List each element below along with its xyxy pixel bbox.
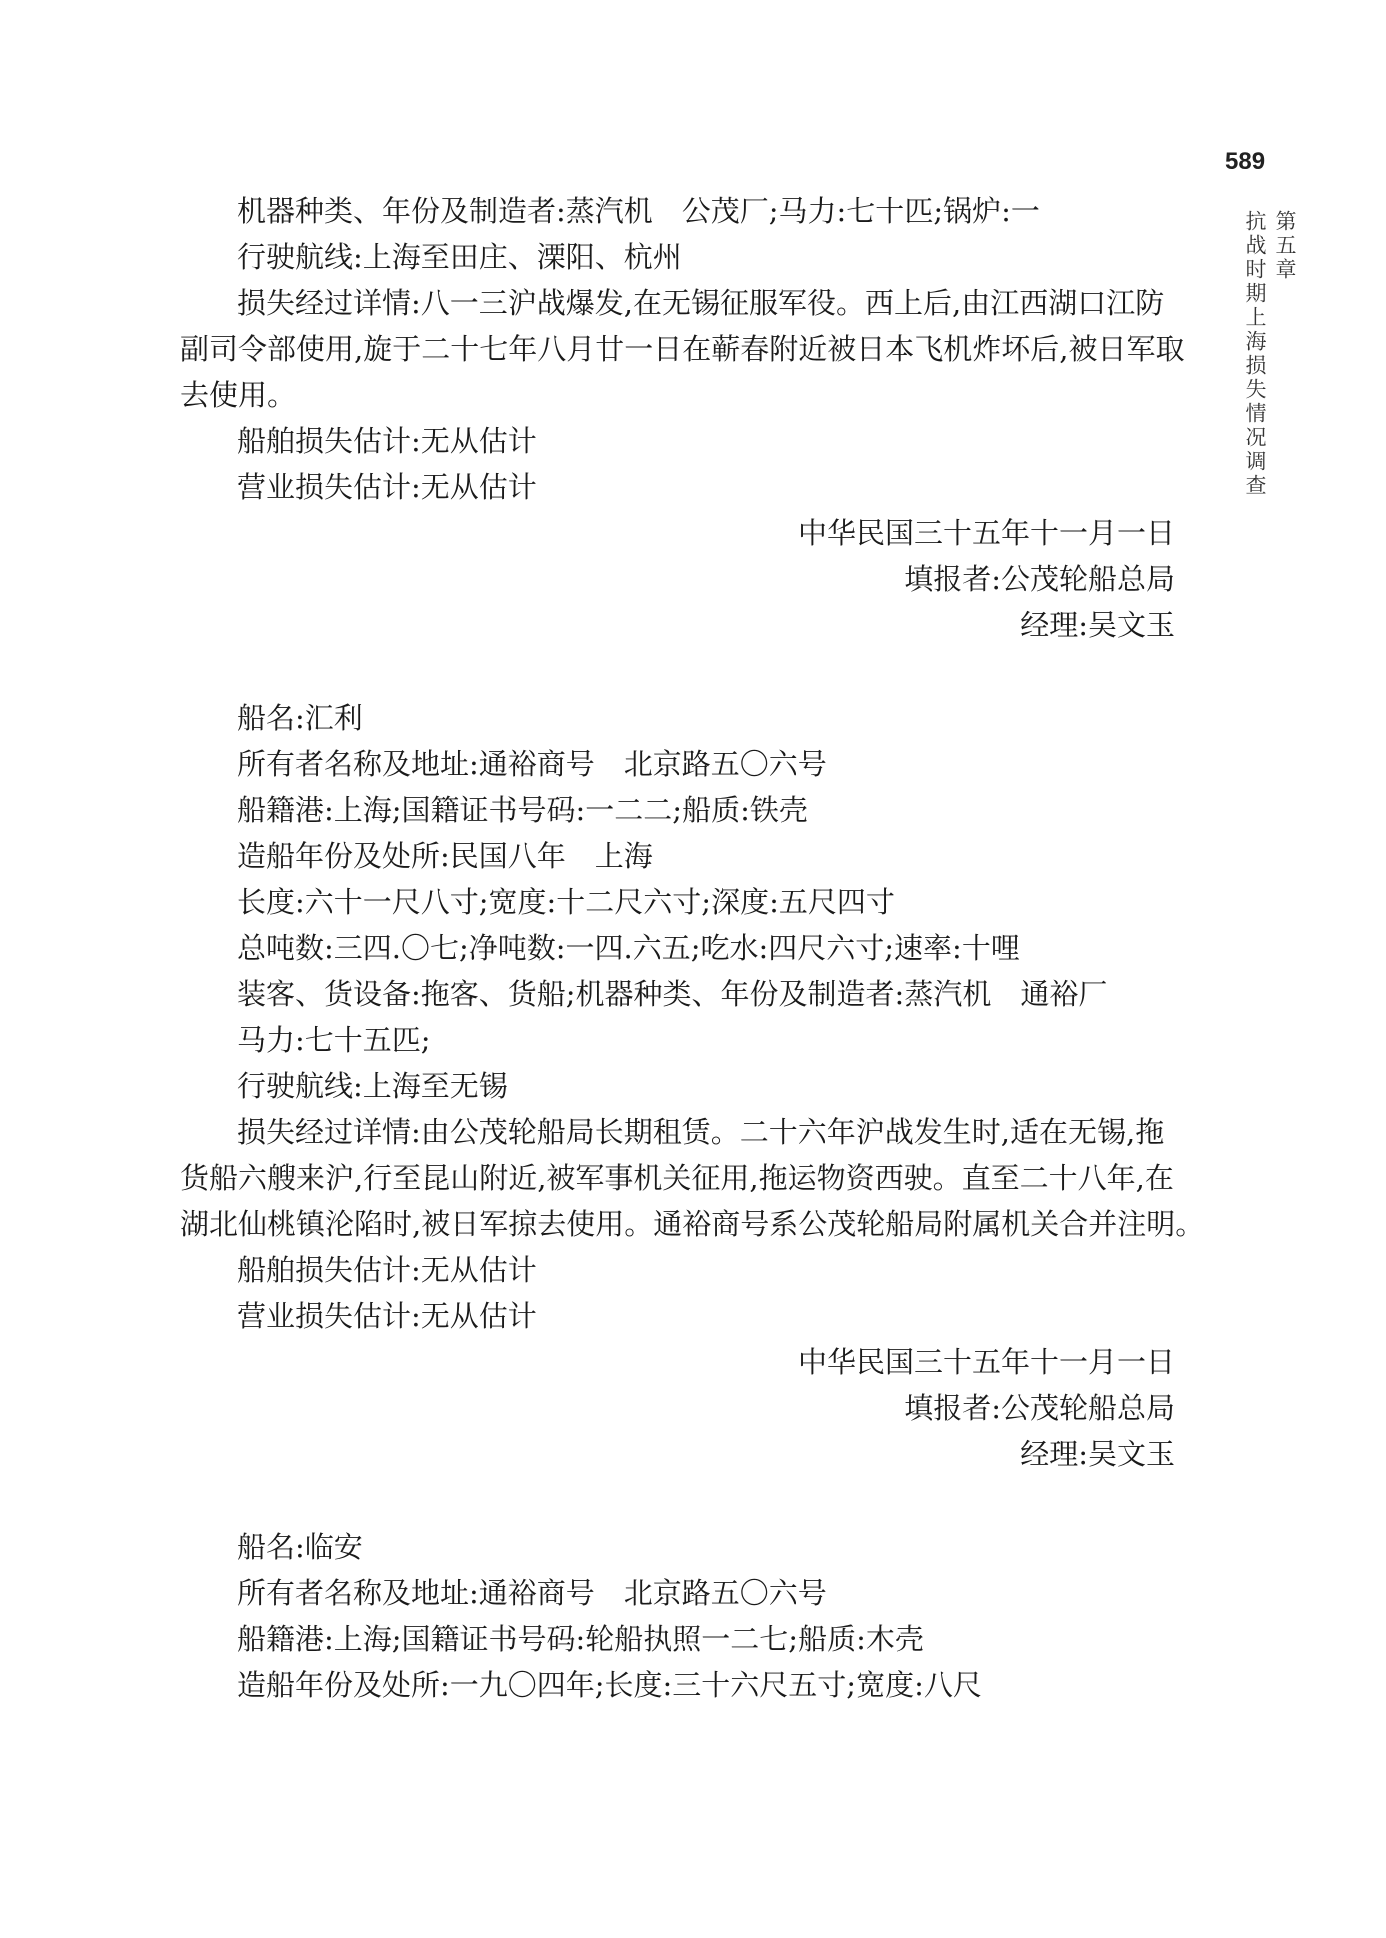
- built-line: 造船年份及处所:民国八年 上海: [237, 839, 653, 873]
- chapter-label: 第五章: [1273, 210, 1297, 282]
- loss-detail-line: 货船六艘来沪,行至昆山附近,被军事机关征用,拖运物资西驶。直至二十八年,在: [180, 1161, 1174, 1195]
- manager-line: 经理:吴文玉: [1020, 1437, 1175, 1471]
- ship-loss-line: 船舶损失估计:无从估计: [237, 1253, 537, 1287]
- business-loss-line: 营业损失估计:无从估计: [237, 1299, 537, 1333]
- tonnage-line: 总吨数:三四.〇七;净吨数:一四.六五;吃水:四尺六寸;速率:十哩: [237, 931, 1020, 965]
- route-line: 行驶航线:上海至田庄、溧阳、杭州: [237, 240, 682, 274]
- manager-line: 经理:吴文玉: [1020, 608, 1175, 642]
- reporter-line: 填报者:公茂轮船总局: [904, 562, 1175, 596]
- loss-detail-line: 去使用。: [180, 378, 297, 412]
- equipment-line: 装客、货设备:拖客、货船;机器种类、年份及制造者:蒸汽机 通裕厂: [237, 977, 1108, 1011]
- chapter-running-head: [1240, 210, 1300, 498]
- registry-line: 船籍港:上海;国籍证书号码:一二二;船质:铁壳: [237, 793, 808, 827]
- registry-line: 船籍港:上海;国籍证书号码:轮船执照一二七;船质:木壳: [237, 1622, 924, 1656]
- ship-loss-line: 船舶损失估计:无从估计: [237, 424, 537, 458]
- dimensions-line: 长度:六十一尺八寸;宽度:十二尺六寸;深度:五尺四寸: [237, 885, 895, 919]
- record-gongmao: [180, 188, 1185, 648]
- ship-name-line: 船名:汇利: [237, 701, 363, 735]
- page-number: 589: [1225, 148, 1266, 175]
- record-huili: [180, 695, 1205, 1477]
- chapter-title: 抗战时期上海损失情况调查: [1243, 210, 1267, 498]
- owner-line: 所有者名称及地址:通裕商号 北京路五〇六号: [237, 1576, 827, 1610]
- loss-detail-line: 损失经过详情:八一三沪战爆发,在无锡征服军役。西上后,由江西湖口江防: [237, 286, 1165, 320]
- horsepower-line: 马力:七十五匹;: [237, 1023, 431, 1057]
- loss-detail-line: 副司令部使用,旋于二十七年八月廿一日在蕲春附近被日本飞机炸坏后,被日军取: [180, 332, 1185, 366]
- route-line: 行驶航线:上海至无锡: [237, 1069, 508, 1103]
- date-line: 中华民国三十五年十一月一日: [797, 1345, 1175, 1379]
- record-linan: [180, 1524, 1180, 1708]
- date-line: 中华民国三十五年十一月一日: [797, 516, 1175, 550]
- owner-line: 所有者名称及地址:通裕商号 北京路五〇六号: [237, 747, 827, 781]
- business-loss-line: 营业损失估计:无从估计: [237, 470, 537, 504]
- loss-detail-line: 湖北仙桃镇沦陷时,被日军掠去使用。通裕商号系公茂轮船局附属机关合并注明。: [180, 1207, 1205, 1241]
- machine-line: 机器种类、年份及制造者:蒸汽机 公茂厂;马力:七十匹;锅炉:一: [237, 194, 1040, 228]
- loss-detail-line: 损失经过详情:由公茂轮船局长期租赁。二十六年沪战发生时,适在无锡,拖: [237, 1115, 1165, 1149]
- built-line: 造船年份及处所:一九〇四年;长度:三十六尺五寸;宽度:八尺: [237, 1668, 982, 1702]
- ship-name-line: 船名:临安: [237, 1530, 363, 1564]
- reporter-line: 填报者:公茂轮船总局: [904, 1391, 1175, 1425]
- document-body: [180, 188, 1205, 1708]
